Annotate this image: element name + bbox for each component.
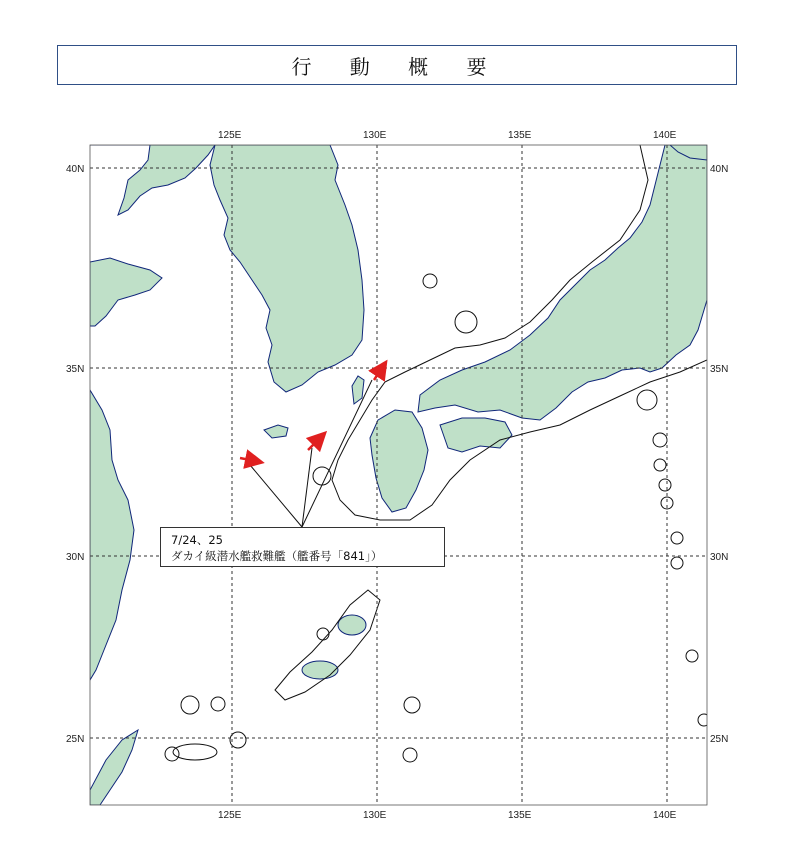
contour-islet-13	[671, 532, 683, 544]
lon-label-top-140e: 140E	[653, 130, 677, 141]
contour-islet-5	[403, 748, 417, 762]
page-title-text: 行 動 概 要	[291, 54, 503, 79]
vessel-callout	[160, 527, 445, 567]
leader-to-arrow-strait	[302, 380, 372, 527]
leader-to-arrow-west	[250, 465, 302, 527]
lon-label-bottom-140e: 140E	[653, 810, 677, 821]
callout-date: 7/24、25	[171, 533, 223, 547]
contour-nansei	[275, 590, 380, 700]
lon-label-top-135e: 135E	[508, 130, 532, 141]
contour-islet-15	[686, 650, 698, 662]
contour-islet-7	[211, 697, 225, 711]
arrow-west-of-kyushu	[240, 458, 255, 461]
island-okinawa	[302, 661, 338, 679]
japan-honshu	[418, 145, 707, 420]
island-amami	[338, 615, 366, 635]
contour-islet-18	[313, 467, 331, 485]
china-east-coast	[90, 390, 134, 680]
contour-islet-16	[698, 714, 710, 726]
land-layer	[90, 145, 710, 805]
contour-islet-14	[671, 557, 683, 569]
contour-islet-6	[181, 696, 199, 714]
mainland-china-north	[90, 145, 215, 215]
lat-label-left-30n: 30N	[66, 552, 85, 563]
lon-label-bottom-130e: 130E	[363, 810, 387, 821]
lat-label-left-25n: 25N	[66, 734, 85, 745]
callout-vessel: ダカイ級潜水艦救難艦（艦番号「841」）	[171, 549, 383, 563]
korea-peninsula	[210, 145, 364, 392]
contour-islet-11	[659, 479, 671, 491]
contour-islet-3	[317, 628, 329, 640]
contour-islet-9	[653, 433, 667, 447]
leader-to-arrow-goto	[302, 448, 312, 527]
contour-islet-17	[637, 390, 657, 410]
island-miyako	[173, 744, 217, 760]
arrow-near-goto	[308, 438, 320, 450]
jeju-island	[264, 425, 288, 438]
lon-label-bottom-135e: 135E	[508, 810, 532, 821]
lon-label-top-125e: 125E	[218, 130, 242, 141]
contour-islet-1	[423, 274, 437, 288]
japan-shikoku	[440, 418, 512, 452]
lat-label-right-35n: 35N	[710, 364, 729, 375]
contour-islet-4	[404, 697, 420, 713]
lat-label-right-30n: 30N	[710, 552, 729, 563]
lon-label-bottom-125e: 125E	[218, 810, 242, 821]
contour-islet-10	[654, 459, 666, 471]
arrow-tsushima-strait	[374, 368, 382, 380]
lat-label-left-35n: 35N	[66, 364, 85, 375]
japan-kyushu	[370, 410, 428, 512]
contour-islet-2	[455, 311, 477, 333]
lat-label-left-40n: 40N	[66, 164, 85, 175]
lon-label-top-130e: 130E	[363, 130, 387, 141]
shandong-peninsula	[90, 258, 162, 326]
lat-label-right-25n: 25N	[710, 734, 729, 745]
taiwan-island	[90, 730, 138, 805]
lat-label-right-40n: 40N	[710, 164, 729, 175]
